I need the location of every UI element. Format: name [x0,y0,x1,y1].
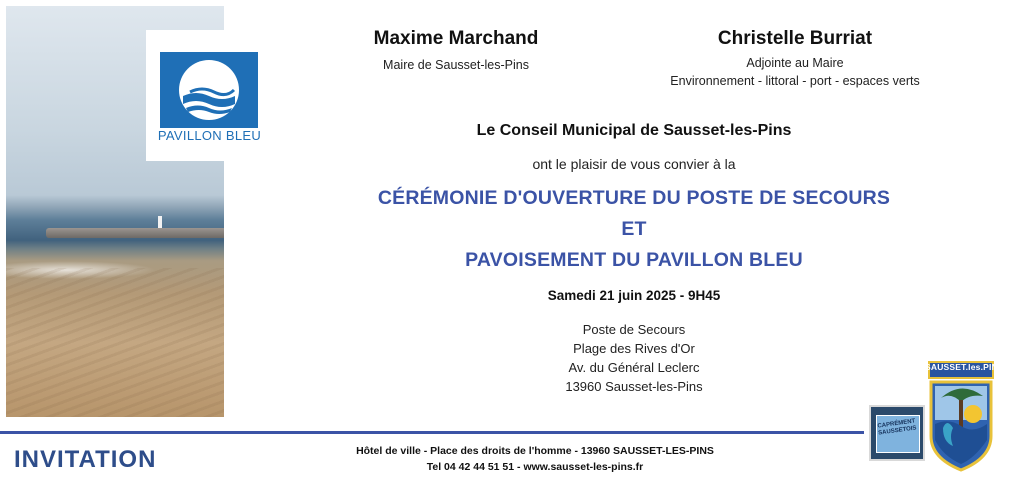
sand-texture [6,268,224,417]
flag-wave-icon [160,52,258,128]
badge-text: CAPRÉMENT SAUSSETOIS [877,418,917,437]
invitation-label: INVITATION [14,446,157,473]
pavillon-bleu-logo-card [146,30,273,161]
address-line: Plage des Rives d'Or [573,341,695,356]
role-line: Maire de Sausset-les-Pins [383,58,529,72]
ceremony-title-and: ET [621,218,647,240]
event-address [314,320,954,396]
ceremony-subtitle: PAVOISEMENT DU PAVILLON BLEU [465,249,803,271]
crest-label: SAUSSET.les.PINS [925,362,1004,372]
role-line: Adjointe au Maire [746,56,844,70]
official-role [334,56,578,74]
official-name: Maxime Marchand [373,28,539,49]
official-name: Christelle Burriat [717,28,873,49]
pavillon-bleu-logo [160,52,258,128]
footer-address: Hôtel de ville - Place des droits de l'homme - 13960 SAUSSET-LES-PINS [356,445,714,457]
official-role [640,54,950,90]
footer-divider [0,431,864,434]
footer-contact: Tel 04 42 44 51 51 - www.sausset-les-pins.fr [426,461,644,473]
address-line: 13960 Sausset-les-Pins [565,379,703,394]
official-deputy [640,28,950,90]
invite-line: ont le plaisir de vous convier à la [532,156,736,172]
council-line: Le Conseil Municipal de Sausset-les-Pins [476,122,792,139]
address-line: Poste de Secours [582,322,686,337]
event-date: Samedi 21 juin 2025 - 9H45 [547,288,721,303]
crest-icon [925,358,1004,474]
lighthouse-shape [158,216,162,228]
caprement-saussetois-badge [869,405,925,461]
role-line: Environnement - littoral - port - espaces verts [670,74,920,88]
address-line: Av. du Général Leclerc [568,360,700,375]
jetty-shape [46,228,224,238]
ceremony-title: CÉRÉMONIE D'OUVERTURE DU POSTE DE SECOURS [377,187,891,209]
pavillon-bleu-label: PAVILLON BLEU [157,128,262,143]
official-mayor [334,28,578,74]
town-crest [925,358,1004,474]
